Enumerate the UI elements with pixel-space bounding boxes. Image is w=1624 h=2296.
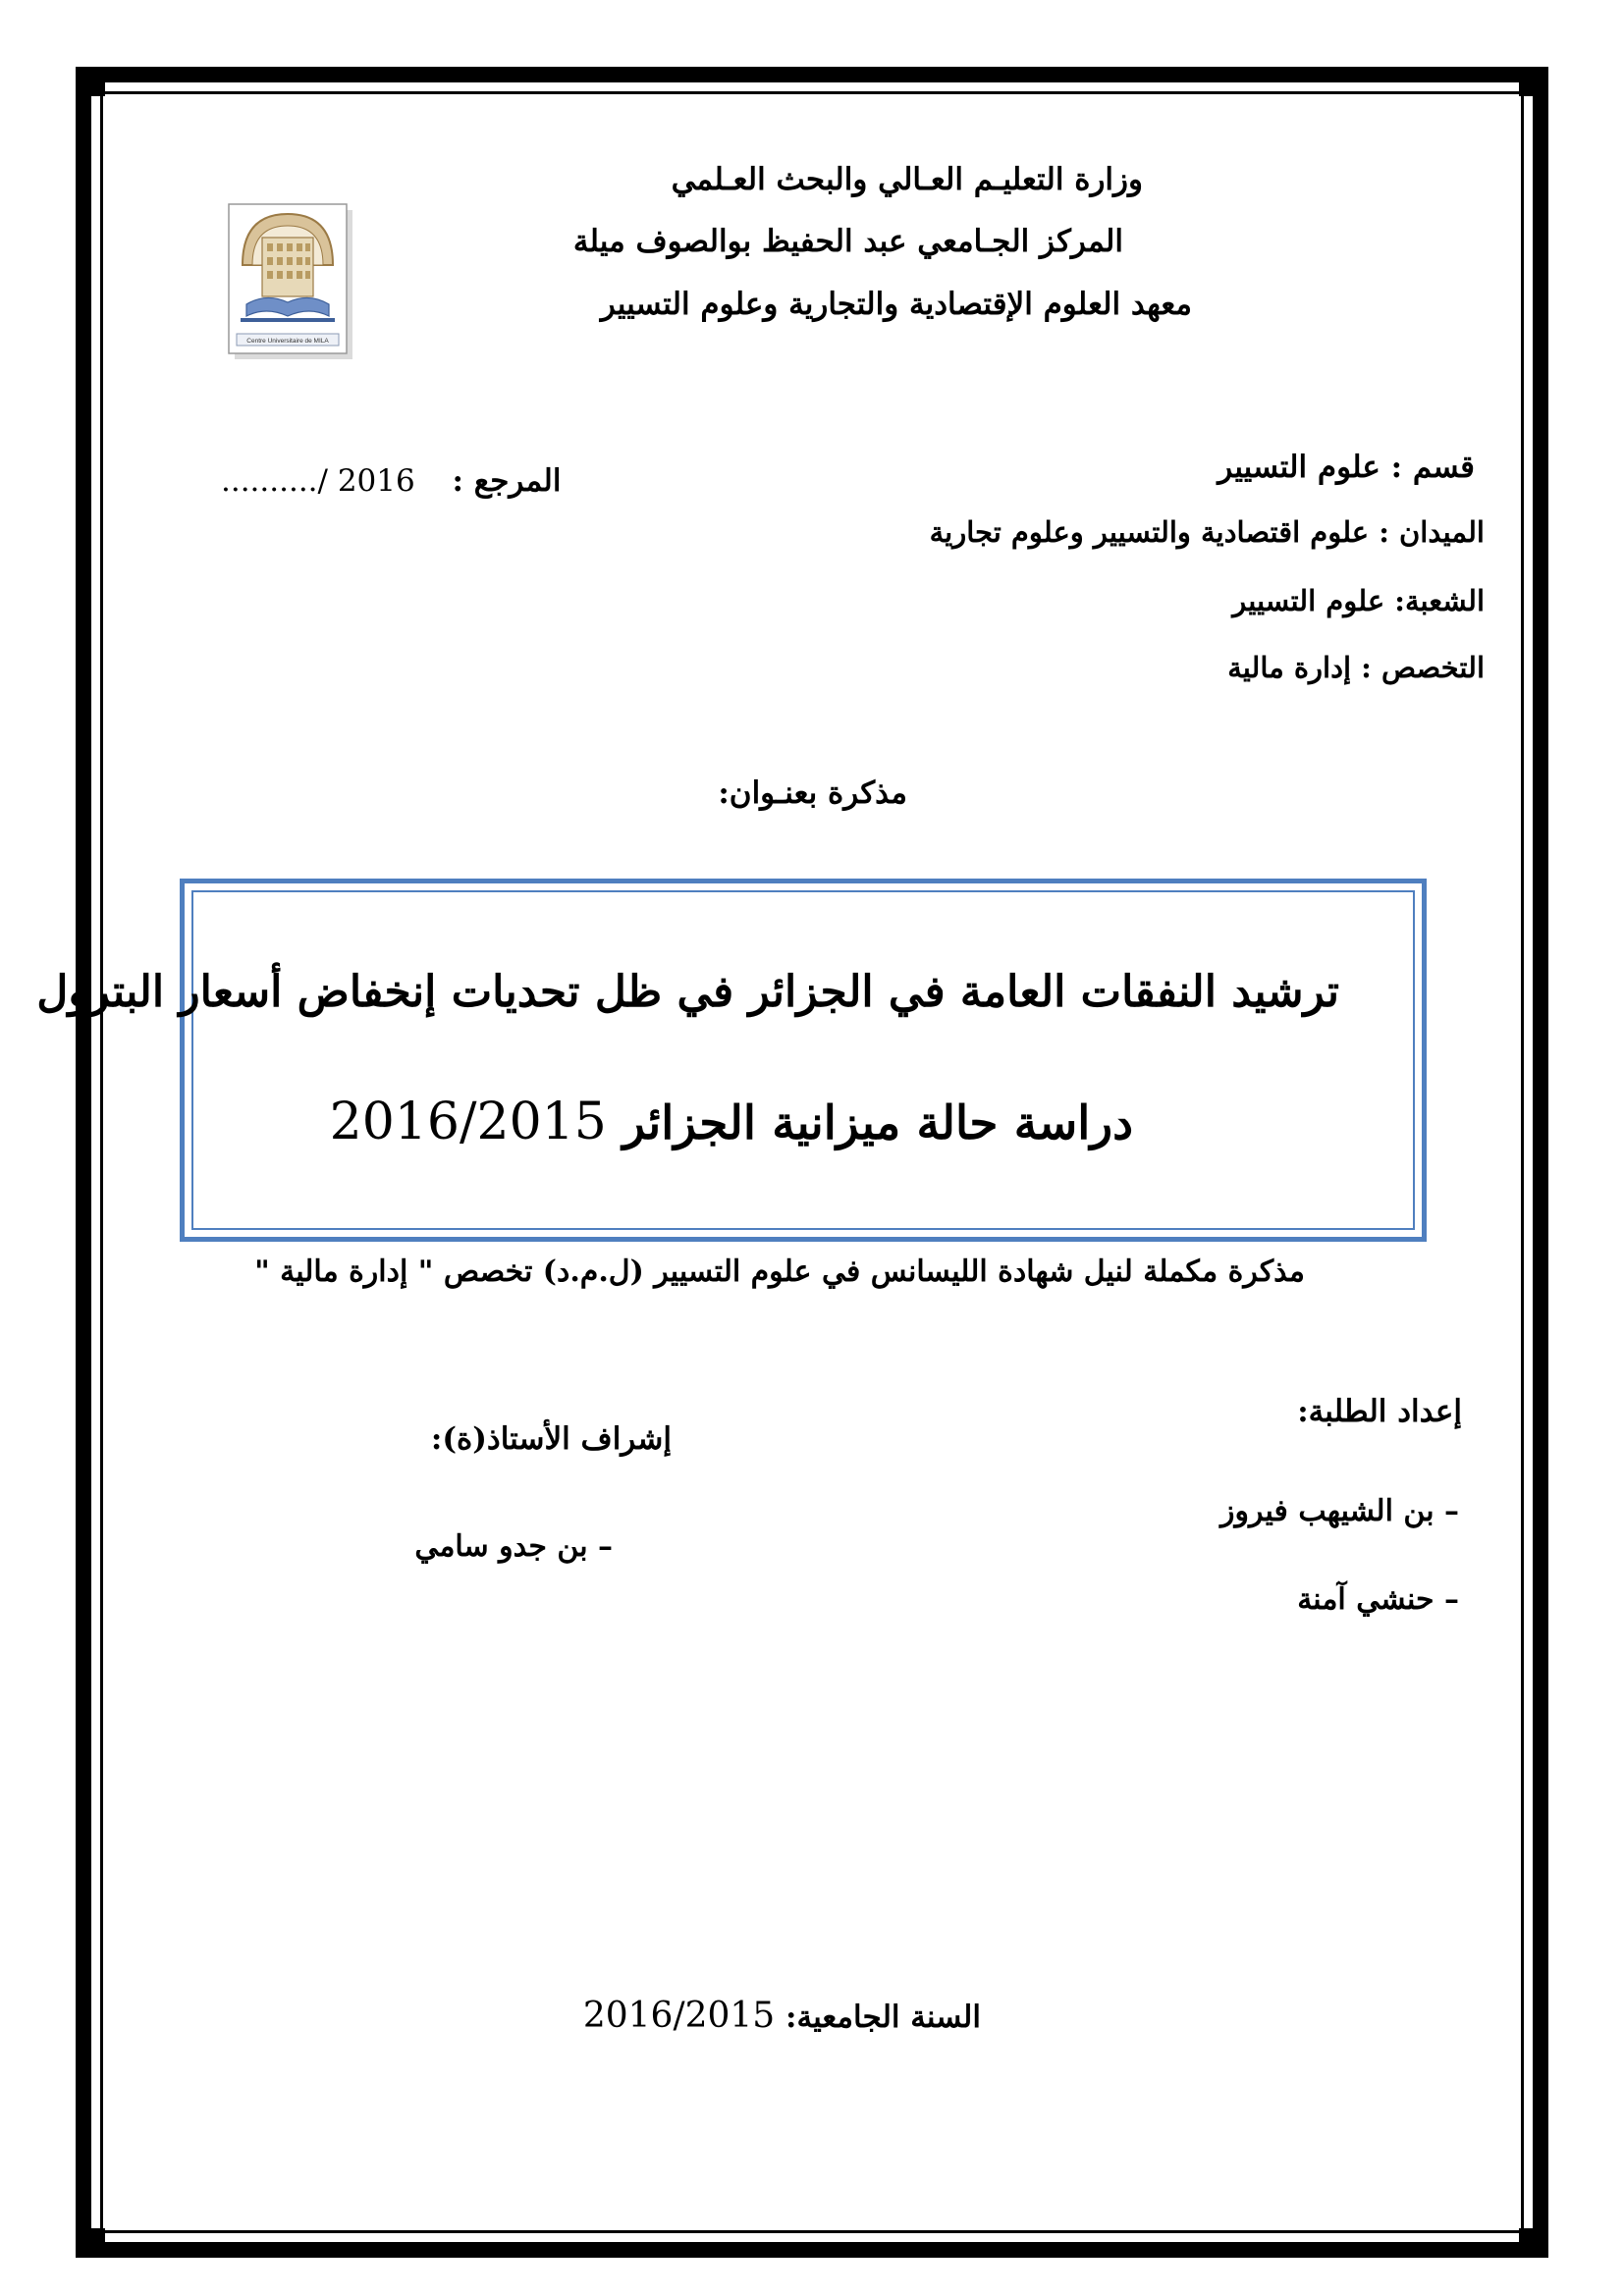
students-label: إعداد الطلبة: [1297, 1394, 1462, 1429]
frame-corner [1519, 67, 1548, 96]
case-study-text: دراسة حالة ميزانية الجزائر [623, 1096, 1133, 1150]
thesis-title: ترشيد النفقات العامة في الجزائر في ظل تحديات إنخفاض أسعار البترول [36, 967, 1339, 1017]
frame-corner [1519, 2228, 1548, 2258]
supervisor-label: إشراف الأستاذ(ة): [430, 1421, 672, 1457]
student-name: – حنشي آمنة [1297, 1582, 1459, 1617]
department-label: قسم : علوم التسيير [1218, 450, 1475, 485]
institute-name: معهد العلوم الإقتصادية والتجارية وعلوم التسيير [600, 287, 1192, 322]
student-name: – بن الشيهب فيروز [1219, 1494, 1459, 1528]
logo-caption: Centre Universitaire de MILA [246, 338, 329, 345]
reference-line [221, 463, 561, 499]
university-center-name: المركز الجـامعي عبد الحفيظ بوالصوف ميلة [572, 224, 1123, 259]
academic-year-label: السنة الجامعية: [785, 2000, 981, 2035]
supervisor-name: – بن جدو سامي [414, 1529, 613, 1564]
ministry-name: وزارة التعليـم العـالي والبحث العـلمي [671, 162, 1143, 197]
reference-label: المرجع : [452, 463, 562, 499]
memo-title-label: مذكرة بعنـوان: [718, 775, 907, 811]
field-label: الميدان : علوم اقتصادية والتسيير وعلوم تجارية [929, 515, 1485, 549]
degree-statement: مذكرة مكملة لنيل شهادة الليسانس في علوم التسيير (ل.م.د) تخصص " إدارة مالية " [254, 1255, 1305, 1289]
specialty-label: التخصص : إدارة مالية [1227, 651, 1485, 684]
academic-year [583, 1996, 981, 2036]
thesis-subtitle [330, 1093, 1133, 1151]
branch-label: الشعبة: علوم التسيير [1232, 584, 1485, 617]
title-box [180, 879, 1427, 1242]
reference-value: ........../ 2016 [221, 463, 415, 499]
frame-corner [76, 2228, 105, 2258]
academic-year-value: 2016/2015 [582, 1996, 776, 2036]
university-building-logo-icon [221, 196, 412, 368]
case-study-years: 2016/2015 [329, 1093, 607, 1151]
frame-corner [76, 67, 105, 96]
